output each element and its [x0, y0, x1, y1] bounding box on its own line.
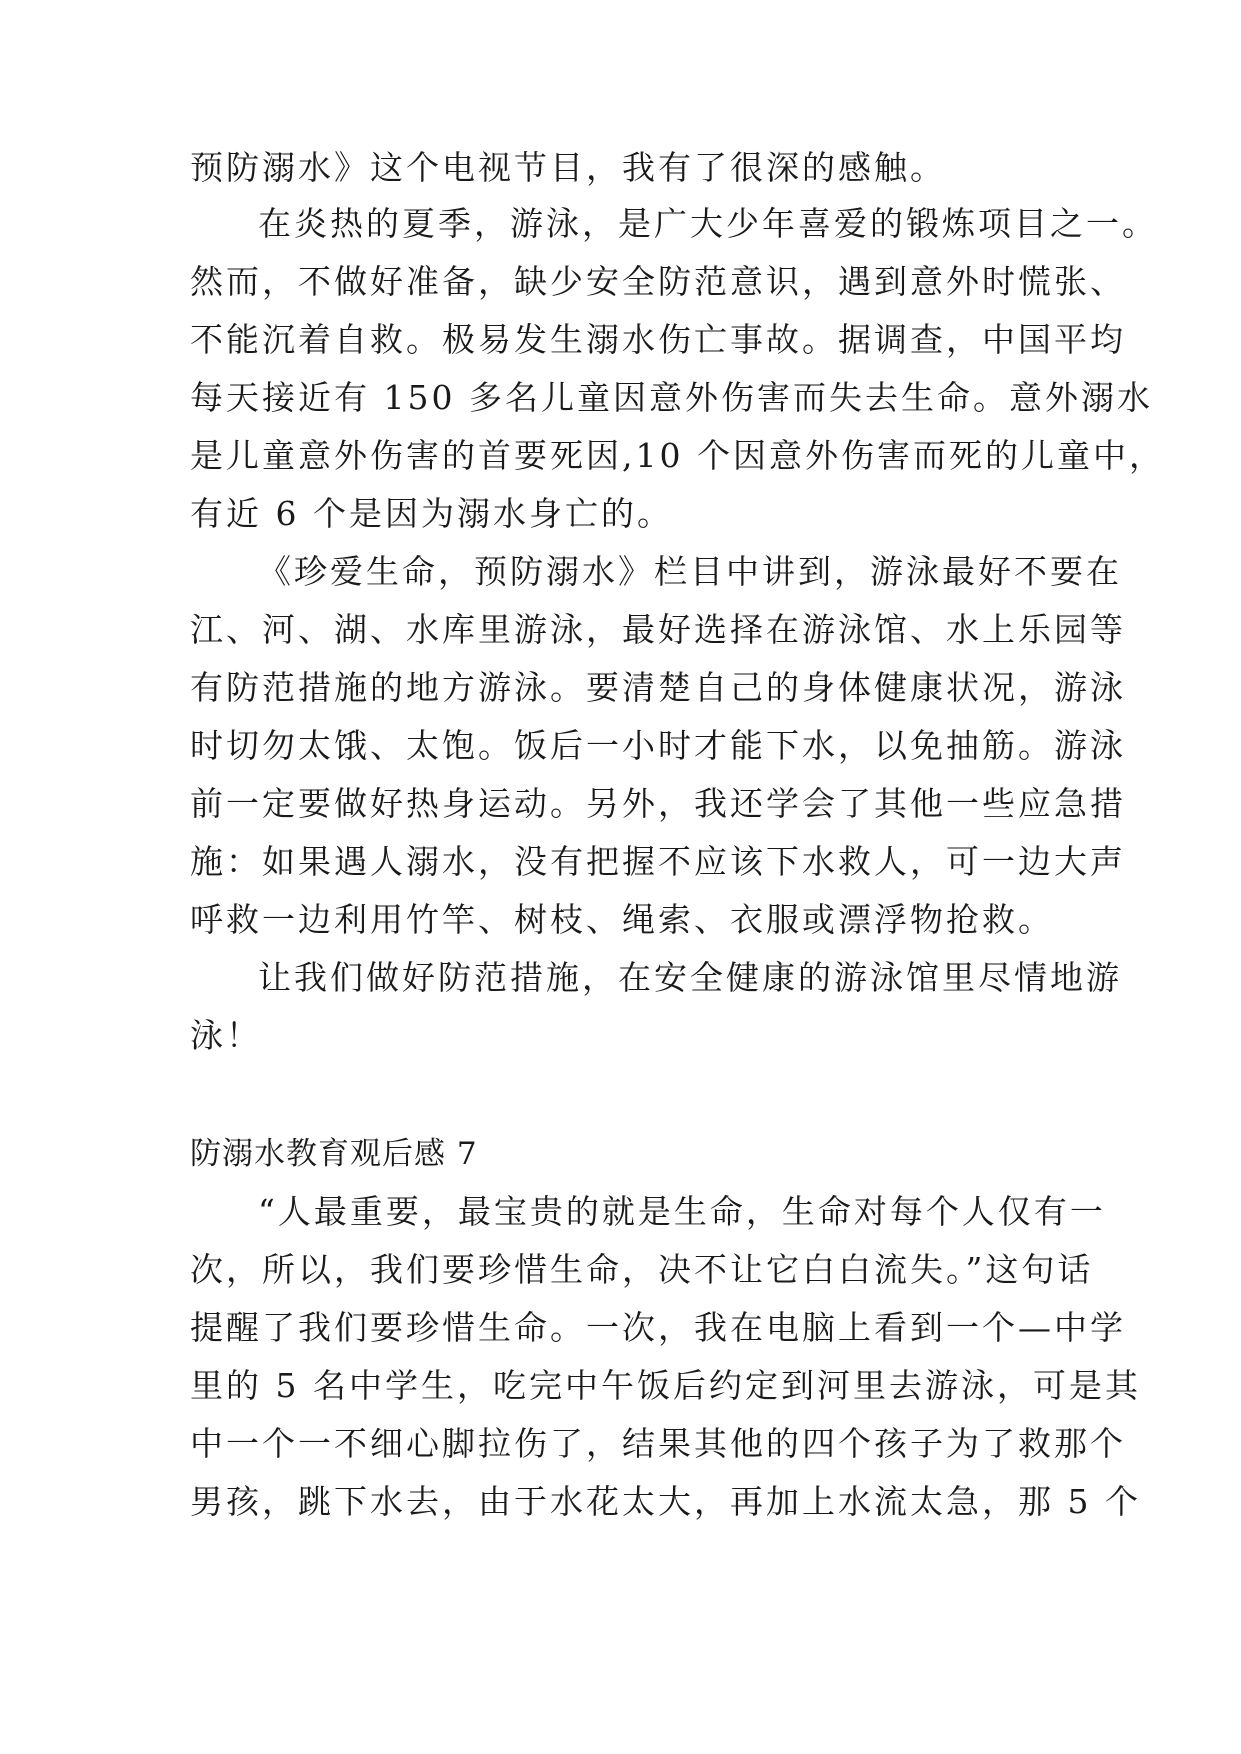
text-line: 是儿童意外伤害的首要死因,10 个因意外伤害而死的儿童中，: [190, 436, 1165, 475]
text-line: 提醒了我们要珍惜生命。一次，我在电脑上看到一个—中学: [190, 1308, 1126, 1347]
text-line: 每天接近有 150 多名儿童因意外伤害而失去生命。意外溺水: [190, 378, 1153, 417]
text-line: 泳！: [190, 1016, 262, 1055]
text-line: 次，所以，我们要珍惜生命，决不让它白白流失。”这句话: [190, 1250, 1094, 1289]
text-line: 有防范措施的地方游泳。要清楚自己的身体健康状况，游泳: [190, 668, 1126, 707]
text-line: 施：如果遇人溺水，没有把握不应该下水救人，可一边大声: [190, 842, 1126, 881]
text-line: 有近 6 个是因为溺水身亡的。: [190, 494, 673, 533]
text-line: 中一个一不细心脚拉伤了，结果其他的四个孩子为了救那个: [190, 1424, 1126, 1463]
section-heading: 防溺水教育观后感 7: [190, 1136, 478, 1172]
paragraph-first-line: “人最重要，最宝贵的就是生命，生命对每个人仅有一: [258, 1192, 1106, 1231]
text-line: 江、河、湖、水库里游泳，最好选择在游泳馆、水上乐园等: [190, 610, 1126, 649]
paragraph-first-line: 在炎热的夏季，游泳，是广大少年喜爱的锻炼项目之一。: [258, 204, 1158, 243]
paragraph-first-line: 《珍爱生命，预防溺水》栏目中讲到，游泳最好不要在: [258, 552, 1122, 591]
text-line: 前一定要做好热身运动。另外，我还学会了其他一些应急措: [190, 784, 1126, 823]
text-line: 然而，不做好准备，缺少安全防范意识，遇到意外时慌张、: [190, 262, 1126, 301]
text-line: 呼救一边利用竹竿、树枝、绳索、衣服或漂浮物抢救。: [190, 900, 1054, 939]
text-line: 里的 5 名中学生，吃完中午饭后约定到河里去游泳，可是其: [190, 1366, 1141, 1405]
text-line: 男孩，跳下水去，由于水花太大，再加上水流太急，那 5 个: [190, 1482, 1141, 1521]
text-line: 不能沉着自救。极易发生溺水伤亡事故。据调查，中国平均: [190, 320, 1126, 359]
text-line: 时切勿太饿、太饱。饭后一小时才能下水，以免抽筋。游泳: [190, 726, 1126, 765]
text-line: 预防溺水》这个电视节目，我有了很深的感触。: [190, 148, 946, 187]
paragraph-first-line: 让我们做好防范措施，在安全健康的游泳馆里尽情地游: [258, 958, 1122, 997]
